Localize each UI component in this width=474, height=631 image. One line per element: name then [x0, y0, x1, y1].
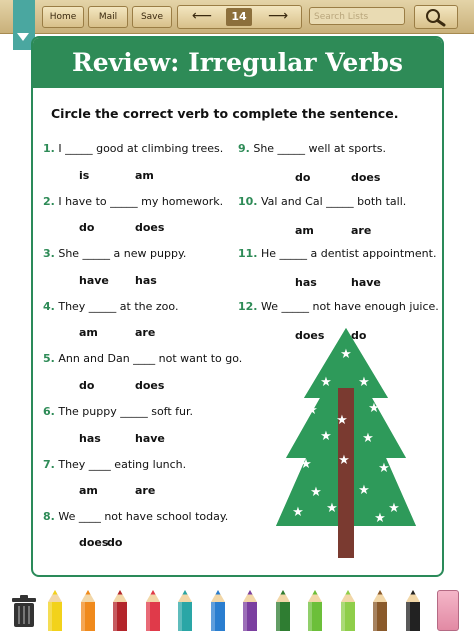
- option-do[interactable]: do: [79, 221, 95, 234]
- option-are[interactable]: are: [135, 326, 156, 339]
- page-navigator: [177, 5, 302, 29]
- pencil-blue-icon[interactable]: [209, 590, 227, 631]
- question-11: [238, 247, 436, 260]
- option-am[interactable]: am: [135, 169, 154, 182]
- question-6: [43, 405, 193, 418]
- question-text: They ____ eating lunch.: [58, 458, 187, 471]
- pencil-black-icon[interactable]: [404, 590, 422, 631]
- search-input[interactable]: Search Lists: [309, 7, 405, 25]
- question-text: He _____ a dentist appointment.: [261, 247, 437, 260]
- option-does[interactable]: does: [135, 221, 165, 234]
- svg-text:★: ★: [300, 457, 312, 472]
- option-is[interactable]: is: [79, 169, 90, 182]
- question-text: She _____ well at sports.: [253, 142, 386, 155]
- question-8: [43, 510, 228, 523]
- svg-text:★: ★: [362, 431, 374, 446]
- option-do[interactable]: do: [107, 536, 123, 549]
- save-button[interactable]: Save: [132, 6, 172, 28]
- previous-page-arrow-icon[interactable]: ⟵: [191, 8, 213, 24]
- question-number: 5.: [43, 352, 55, 365]
- svg-text:★: ★: [388, 501, 400, 516]
- question-number: 1.: [43, 142, 55, 155]
- svg-text:★: ★: [306, 403, 318, 418]
- pencil-green-icon[interactable]: [306, 590, 324, 631]
- question-number: 9.: [238, 142, 250, 155]
- page-number: 14: [226, 8, 252, 26]
- question-3: [43, 247, 186, 260]
- option-am[interactable]: am: [79, 326, 98, 339]
- option-has[interactable]: has: [295, 276, 317, 289]
- pencil-yellow-icon[interactable]: [46, 590, 64, 631]
- search-icon: [415, 6, 457, 28]
- option-does[interactable]: does: [295, 329, 325, 342]
- question-text: We ____ not have school today.: [58, 510, 229, 523]
- question-text: We _____ not have enough juice.: [261, 300, 439, 313]
- chevron-down-icon: [17, 33, 29, 41]
- eraser-icon[interactable]: [437, 590, 459, 631]
- question-2: [43, 195, 223, 208]
- question-12: [238, 300, 439, 313]
- option-have[interactable]: have: [135, 432, 165, 445]
- option-does[interactable]: does: [351, 171, 381, 184]
- home-button[interactable]: Home: [42, 6, 84, 28]
- svg-text:★: ★: [320, 375, 332, 390]
- question-text: Ann and Dan ____ not want to go.: [58, 352, 243, 365]
- option-have[interactable]: have: [79, 274, 109, 287]
- svg-text:★: ★: [292, 505, 304, 520]
- question-10: [238, 195, 406, 208]
- option-do[interactable]: do: [79, 379, 95, 392]
- question-number: 6.: [43, 405, 55, 418]
- svg-text:★: ★: [368, 401, 380, 416]
- christmas-tree-illustration: [276, 328, 416, 558]
- option-have[interactable]: have: [351, 276, 381, 289]
- question-number: 3.: [43, 247, 55, 260]
- question-number: 7.: [43, 458, 55, 471]
- pencil-red-icon[interactable]: [144, 590, 162, 631]
- question-text: I have to _____ my homework.: [58, 195, 224, 208]
- pencil-dark-red-icon[interactable]: [111, 590, 129, 631]
- next-page-arrow-icon[interactable]: ⟶: [267, 8, 289, 24]
- option-do[interactable]: do: [295, 171, 311, 184]
- instruction-text: Circle the correct verb to complete the sentence.: [51, 106, 399, 121]
- question-text: She _____ a new puppy.: [58, 247, 187, 260]
- pencil-orange-icon[interactable]: [79, 590, 97, 631]
- top-toolbar: [0, 0, 474, 34]
- option-does[interactable]: does: [79, 536, 109, 549]
- worksheet: [31, 36, 444, 577]
- svg-text:★: ★: [320, 429, 332, 444]
- question-1: [43, 142, 223, 155]
- option-am[interactable]: am: [295, 224, 314, 237]
- pencil-purple-icon[interactable]: [241, 590, 259, 631]
- svg-text:★: ★: [374, 511, 386, 526]
- option-am[interactable]: am: [79, 484, 98, 497]
- question-4: [43, 300, 178, 313]
- option-has[interactable]: has: [79, 432, 101, 445]
- pencil-dark-green-icon[interactable]: [274, 590, 292, 631]
- svg-text:★: ★: [358, 375, 370, 390]
- question-text: Val and Cal _____ both tall.: [261, 195, 407, 208]
- svg-text:★: ★: [326, 501, 338, 516]
- svg-text:★: ★: [336, 413, 348, 428]
- question-9: [238, 142, 386, 155]
- question-text: I _____ good at climbing trees.: [58, 142, 224, 155]
- question-5: [43, 352, 242, 365]
- question-number: 2.: [43, 195, 55, 208]
- option-are[interactable]: are: [135, 484, 156, 497]
- question-number: 10.: [238, 195, 258, 208]
- option-do[interactable]: do: [351, 329, 367, 342]
- option-are[interactable]: are: [351, 224, 372, 237]
- trash-icon[interactable]: [10, 594, 38, 628]
- worksheet-title: Review: Irregular Verbs: [33, 38, 442, 88]
- option-does[interactable]: does: [135, 379, 165, 392]
- question-text: The puppy _____ soft fur.: [58, 405, 194, 418]
- svg-text:★: ★: [340, 347, 352, 362]
- svg-text:★: ★: [338, 453, 350, 468]
- question-number: 12.: [238, 300, 258, 313]
- pencil-teal-icon[interactable]: [176, 590, 194, 631]
- mail-button[interactable]: Mail: [88, 6, 128, 28]
- question-number: 4.: [43, 300, 55, 313]
- search-button[interactable]: [414, 5, 458, 29]
- pencil-brown-icon[interactable]: [371, 590, 389, 631]
- question-number: 11.: [238, 247, 258, 260]
- svg-text:★: ★: [378, 461, 390, 476]
- question-number: 8.: [43, 510, 55, 523]
- question-text: They _____ at the zoo.: [58, 300, 179, 313]
- svg-text:★: ★: [358, 483, 370, 498]
- question-7: [43, 458, 186, 471]
- option-has[interactable]: has: [135, 274, 157, 287]
- pencil-light-green-icon[interactable]: [339, 590, 357, 631]
- svg-text:★: ★: [310, 485, 322, 500]
